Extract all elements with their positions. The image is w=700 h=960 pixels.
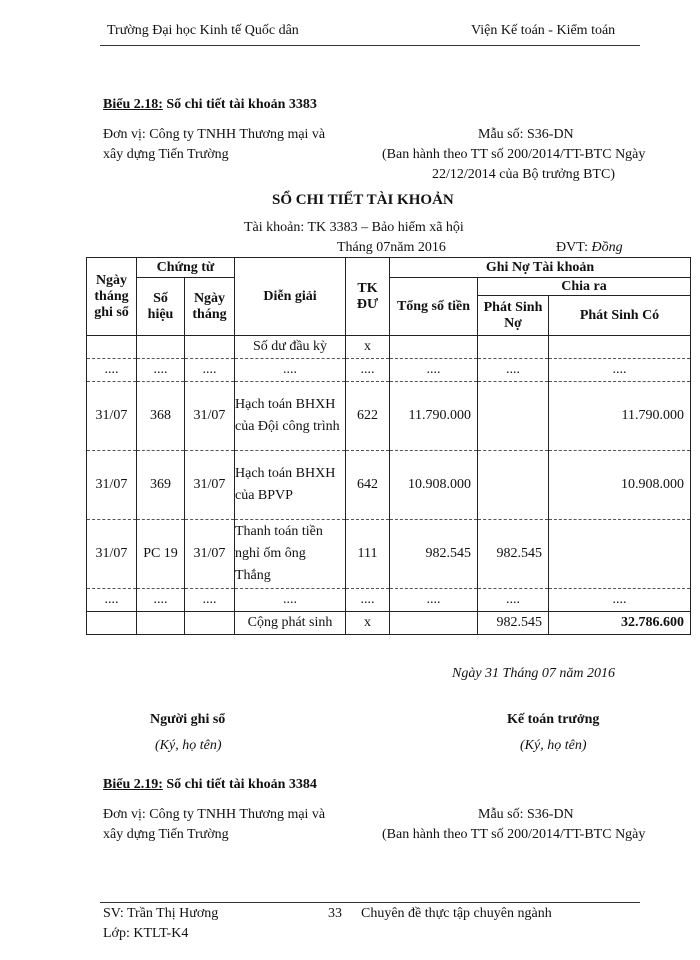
section1-label: Biểu 2.18: bbox=[103, 97, 163, 112]
row-vdate: 31/07 bbox=[185, 451, 235, 520]
section2-form-line2: (Ban hành theo TT số 200/2014/TT-BTC Ngày bbox=[382, 827, 646, 842]
row-vdate: 31/07 bbox=[185, 382, 235, 451]
footer-page-number: 33 bbox=[328, 906, 342, 921]
table-row-dots bbox=[87, 589, 691, 612]
signature-date: Ngày 31 Tháng 07 năm 2016 bbox=[452, 666, 615, 681]
dots-cell: .... bbox=[346, 589, 390, 612]
row-co: 11.790.000 bbox=[549, 382, 691, 451]
row-date: 31/07 bbox=[87, 520, 137, 589]
header-school: Trường Đại học Kinh tế Quốc dân bbox=[107, 23, 299, 38]
col-debit-header: Ghi Nợ Tài khoản bbox=[390, 258, 691, 278]
dots-cell: .... bbox=[478, 359, 549, 382]
row-desc: Hạch toán BHXH của Đội công trình bbox=[235, 382, 346, 451]
section2-unit-line2: xây dựng Tiến Trường bbox=[103, 827, 229, 842]
col-no-header: Phát Sinh Nợ bbox=[478, 296, 549, 336]
dots-cell: .... bbox=[87, 359, 137, 382]
section2-label: Biểu 2.19: bbox=[103, 777, 163, 792]
row-total: 11.790.000 bbox=[390, 382, 478, 451]
signer-left-note: (Ký, họ tên) bbox=[155, 738, 222, 753]
col-total-header: Tổng số tiền bbox=[390, 278, 478, 336]
col-tk-header: TK ĐƯ bbox=[346, 258, 390, 336]
row-co: 10.908.000 bbox=[549, 451, 691, 520]
footer-topic: Chuyên đề thực tập chuyên ngành bbox=[361, 906, 552, 921]
dots-cell: .... bbox=[390, 589, 478, 612]
row-no: 982.545 bbox=[478, 520, 549, 589]
signer-right-note: (Ký, họ tên) bbox=[520, 738, 587, 753]
footer-student: SV: Trần Thị Hương bbox=[103, 906, 219, 921]
row-date: 31/07 bbox=[87, 382, 137, 451]
table-row-sum bbox=[87, 612, 691, 635]
dots-cell: .... bbox=[137, 359, 185, 382]
col-date-header: Ngày tháng ghi sổ bbox=[87, 258, 137, 336]
section2-heading bbox=[103, 777, 317, 793]
section1-heading bbox=[103, 97, 317, 113]
section2-title: Sổ chi tiết tài khoản 3384 bbox=[162, 777, 317, 792]
sum-co: 32.786.600 bbox=[549, 612, 691, 635]
currency-unit bbox=[556, 240, 623, 256]
sum-desc: Cộng phát sinh bbox=[235, 612, 346, 635]
signer-left-title: Người ghi sổ bbox=[150, 712, 226, 727]
row-tk: 111 bbox=[346, 520, 390, 589]
sum-no: 982.545 bbox=[478, 612, 549, 635]
dots-cell: .... bbox=[549, 359, 691, 382]
col-desc-header: Diễn giải bbox=[235, 258, 346, 336]
table-row bbox=[87, 451, 691, 520]
dots-cell: .... bbox=[478, 589, 549, 612]
dots-cell: .... bbox=[346, 359, 390, 382]
section1-form-line2: (Ban hành theo TT số 200/2014/TT-BTC Ngày bbox=[382, 147, 646, 162]
dots-cell: .... bbox=[549, 589, 691, 612]
table-row-dots bbox=[87, 359, 691, 382]
dots-cell: .... bbox=[185, 589, 235, 612]
col-vdate-header: Ngày tháng bbox=[185, 278, 235, 336]
dots-cell: .... bbox=[235, 359, 346, 382]
col-co-header: Phát Sinh Có bbox=[549, 296, 691, 336]
ledger-table bbox=[86, 257, 691, 635]
section1-unit-line2: xây dựng Tiến Trường bbox=[103, 147, 229, 162]
row-date: 31/07 bbox=[87, 451, 137, 520]
opening-tk: x bbox=[346, 336, 390, 359]
dots-cell: .... bbox=[185, 359, 235, 382]
book-title: SỔ CHI TIẾT TÀI KHOẢN bbox=[272, 192, 454, 208]
dots-cell: .... bbox=[390, 359, 478, 382]
row-total: 10.908.000 bbox=[390, 451, 478, 520]
account-line: Tài khoản: TK 3383 – Bảo hiểm xã hội bbox=[244, 220, 464, 235]
table-row bbox=[87, 382, 691, 451]
footer-rule bbox=[100, 902, 640, 903]
table-row bbox=[87, 520, 691, 589]
row-vdate: 31/07 bbox=[185, 520, 235, 589]
table-row-opening bbox=[87, 336, 691, 359]
currency-unit-label: ĐVT: bbox=[556, 240, 588, 255]
row-number: PC 19 bbox=[137, 520, 185, 589]
header-institute: Viện Kế toán - Kiểm toán bbox=[471, 23, 616, 38]
row-total: 982.545 bbox=[390, 520, 478, 589]
period-line: Tháng 07năm 2016 bbox=[337, 240, 446, 255]
signer-right-title: Kế toán trưởng bbox=[507, 712, 600, 727]
opening-desc: Số dư đầu kỳ bbox=[235, 336, 346, 359]
row-co bbox=[549, 520, 691, 589]
section1-form-number: Mẫu số: S36-DN bbox=[478, 127, 574, 142]
row-number: 369 bbox=[137, 451, 185, 520]
sum-tk: x bbox=[346, 612, 390, 635]
row-tk: 642 bbox=[346, 451, 390, 520]
col-number-header: Số hiệu bbox=[137, 278, 185, 336]
currency-unit-value: Đồng bbox=[587, 240, 623, 255]
dots-cell: .... bbox=[137, 589, 185, 612]
section1-unit-line1: Đơn vị: Công ty TNHH Thương mại và bbox=[103, 127, 326, 142]
col-voucher-header: Chứng từ bbox=[137, 258, 235, 278]
row-desc: Hạch toán BHXH của BPVP bbox=[235, 451, 346, 520]
row-tk: 622 bbox=[346, 382, 390, 451]
dots-cell: .... bbox=[235, 589, 346, 612]
row-number: 368 bbox=[137, 382, 185, 451]
section2-form-number: Mẫu số: S36-DN bbox=[478, 807, 574, 822]
col-split-header: Chia ra bbox=[478, 278, 691, 296]
row-no bbox=[478, 382, 549, 451]
section1-form-line3: 22/12/2014 của Bộ trưởng BTC) bbox=[432, 167, 615, 182]
dots-cell: .... bbox=[87, 589, 137, 612]
row-no bbox=[478, 451, 549, 520]
header-rule bbox=[100, 45, 640, 46]
section1-title: Sổ chi tiết tài khoản 3383 bbox=[162, 97, 317, 112]
footer-class: Lớp: KTLT-K4 bbox=[103, 926, 189, 941]
row-desc: Thanh toán tiền nghỉ ốm ông Thắng bbox=[235, 520, 346, 589]
section2-unit-line1: Đơn vị: Công ty TNHH Thương mại và bbox=[103, 807, 326, 822]
